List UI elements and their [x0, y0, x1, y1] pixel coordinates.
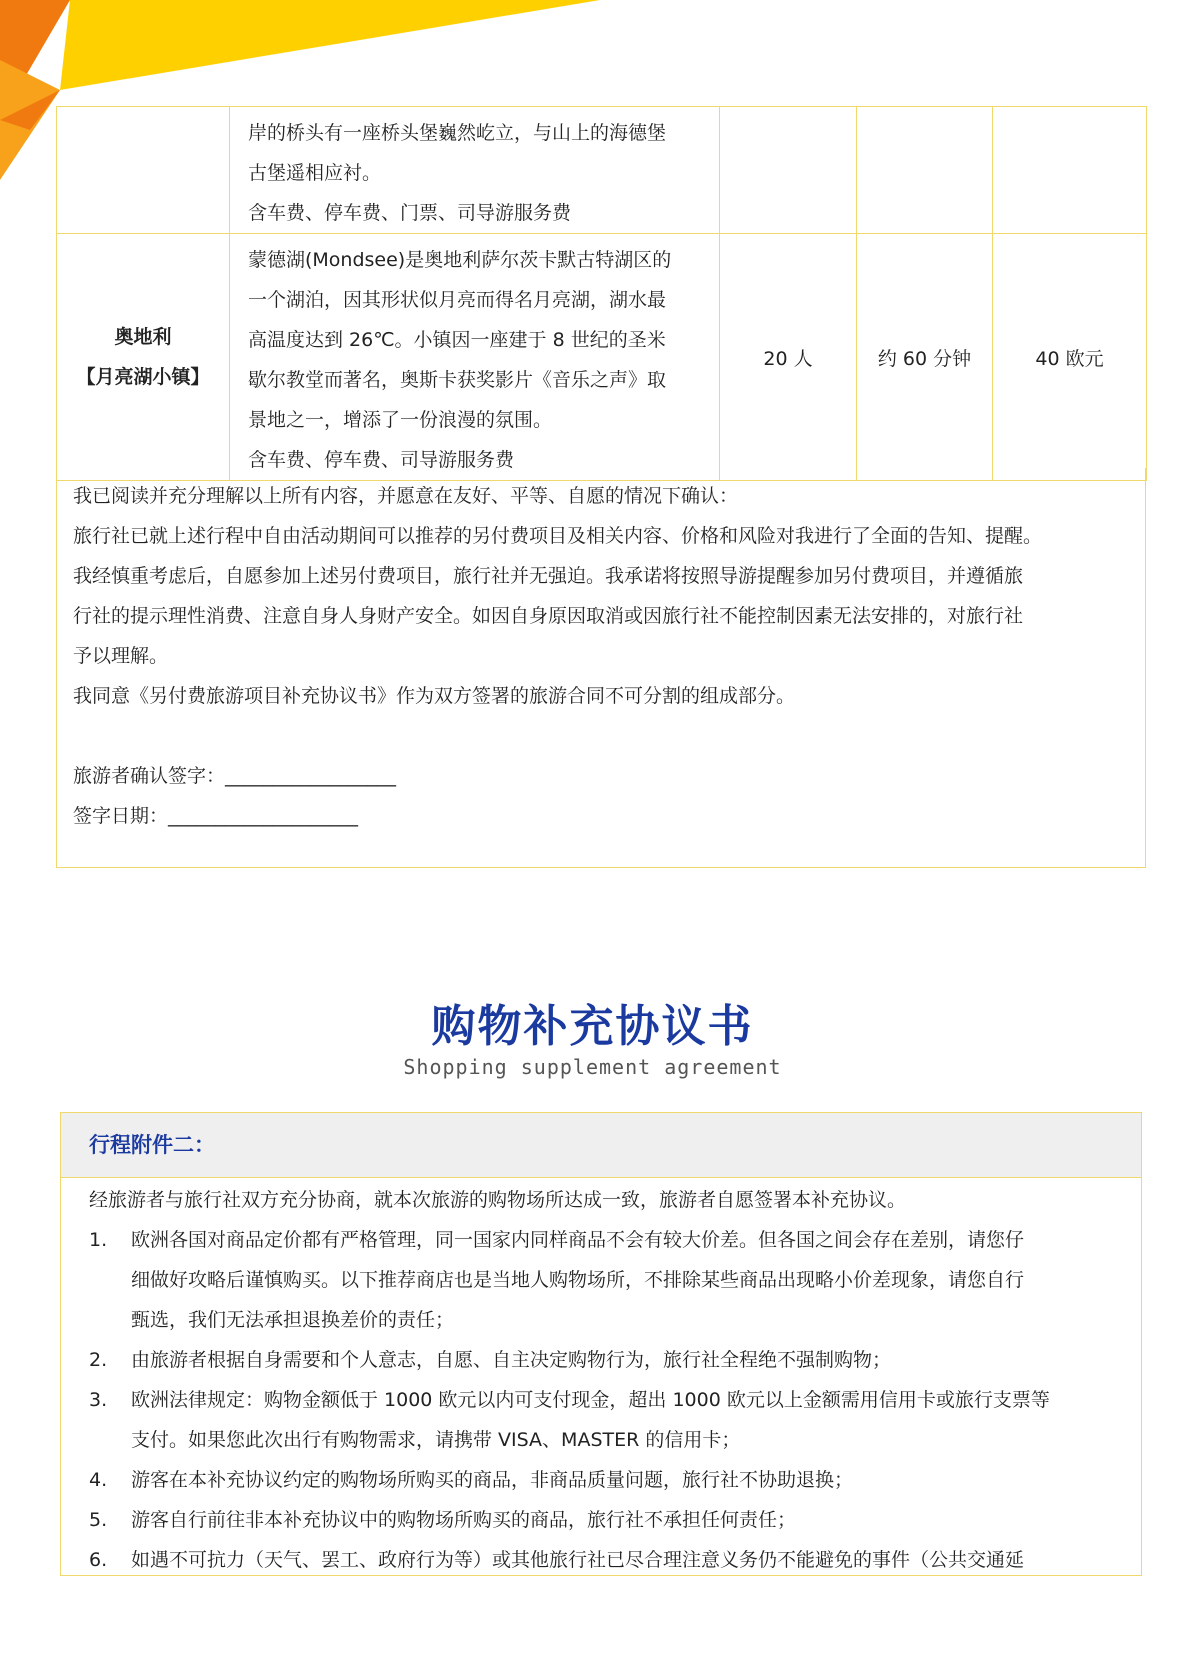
list-item [89, 1380, 1123, 1460]
item-line: 如遇不可抗力（天气、罢工、政府行为等）或其他旅行社已尽合理注意义务仍不能避免的事件（公共交通延 [131, 1549, 1025, 1571]
price-cell [993, 107, 1147, 234]
item-line: 游客在本补充协议约定的购物场所购买的商品，非商品质量问题，旅行社不协助退换； [131, 1469, 854, 1491]
description-cell [230, 234, 720, 481]
duration-cell: 约 60 分钟 [857, 234, 993, 481]
item-line: 细做好攻略后谨慎购买。以下推荐商店也是当地人购物场所，不排除某些商品出现略小价差现象，请您自行 [131, 1269, 1025, 1291]
town-label: 【月亮湖小镇】 [76, 366, 210, 388]
description-line: 歇尔教堂而著名，奥斯卡获奖影片《音乐之声》取 [248, 369, 667, 391]
description-line: 景地之一，增添了一份浪漫的氛围。 [248, 409, 553, 431]
item-number: 6. [89, 1549, 108, 1571]
item-number: 1. [89, 1229, 108, 1251]
terms-list [89, 1220, 1123, 1576]
country-label: 奥地利 [114, 326, 172, 348]
people-cell: 20 人 [720, 234, 857, 481]
description-line: 高温度达到 26℃。小镇因一座建于 8 世纪的圣米 [248, 329, 666, 351]
item-number: 3. [89, 1389, 108, 1411]
intro-text: 经旅游者与旅行社双方充分协商，就本次旅游的购物场所达成一致，旅游者自愿签署本补充协议。 [89, 1189, 907, 1211]
description-line: 岸的桥头有一座桥头堡巍然屹立，与山上的海德堡 [248, 122, 667, 144]
page-title: 购物补充协议书 [431, 1001, 754, 1052]
list-item [89, 1540, 1123, 1576]
item-line: 由旅游者根据自身需要和个人意志，自愿、自主决定购物行为，旅行社全程绝不强制购物； [131, 1349, 892, 1371]
list-item [89, 1220, 1123, 1340]
signature-field[interactable]: 旅游者确认签字：__________________ [73, 765, 397, 787]
list-item [89, 1500, 1123, 1540]
page-subtitle: Shopping supplement agreement [403, 1055, 782, 1079]
people-cell [720, 107, 857, 234]
description-line: 蒙德湖(Mondsee)是奥地利萨尔茨卡默古特湖区的 [248, 249, 672, 271]
item-line: 欧洲法律规定：购物金额低于 1000 欧元以内可支付现金，超出 1000 欧元以上金额需用信用卡或旅行支票等 [131, 1389, 1050, 1411]
confirmation-section [56, 468, 1146, 868]
item-number: 2. [89, 1349, 108, 1371]
description-line: 含车费、停车费、门票、司导游服务费 [248, 202, 572, 224]
duration-cell [857, 107, 993, 234]
description-cell [230, 107, 720, 234]
description-line: 一个湖泊，因其形状似月亮而得名月亮湖，湖水最 [248, 289, 667, 311]
item-line: 欧洲各国对商品定价都有严格管理，同一国家内同样商品不会有较大价差。但各国之间会存在差别，请您仔 [131, 1229, 1025, 1251]
item-line: 甄选，我们无法承担退换差价的责任； [131, 1309, 455, 1331]
table-row [57, 234, 1147, 481]
location-cell [57, 107, 230, 234]
confirmation-line: 予以理解。 [73, 645, 169, 667]
confirmation-line: 我经慎重考虑后，自愿参加上述另付费项目，旅行社并无强迫。我承诺将按照导游提醒参加另付费项目，并遵循旅 [73, 565, 1024, 587]
item-line: 支付。如果您此次出行有购物需求，请携带 VISA、MASTER 的信用卡； [131, 1429, 741, 1451]
description-line: 含车费、停车费、司导游服务费 [248, 449, 515, 471]
list-item [89, 1460, 1123, 1500]
attachment-heading: 行程附件二： [61, 1113, 1141, 1178]
attachment-section [60, 1112, 1142, 1576]
itinerary-table [56, 106, 1147, 481]
table-row [57, 107, 1147, 234]
item-number: 4. [89, 1469, 108, 1491]
confirmation-line: 旅行社已就上述行程中自由活动期间可以推荐的另付费项目及相关内容、价格和风险对我进行了全面的告知、提醒。 [73, 525, 1043, 547]
location-cell [57, 234, 230, 481]
item-line: 游客自行前往非本补充协议中的购物场所购买的商品，旅行社不承担任何责任； [131, 1509, 797, 1531]
description-line: 古堡遥相应衬。 [248, 162, 382, 184]
confirmation-line: 我已阅读并充分理解以上所有内容，并愿意在友好、平等、自愿的情况下确认： [73, 485, 739, 507]
confirmation-line: 行社的提示理性消费、注意自身人身财产安全。如因自身原因取消或因旅行社不能控制因素无法安排的，对旅行社 [73, 605, 1024, 627]
item-number: 5. [89, 1509, 108, 1531]
signature-date-field[interactable]: 签字日期：____________________ [73, 805, 359, 827]
attachment-body [61, 1178, 1141, 1576]
confirmation-line: 我同意《另付费旅游项目补充协议书》作为双方签署的旅游合同不可分割的组成部分。 [73, 685, 796, 707]
list-item [89, 1340, 1123, 1380]
price-cell: 40 欧元 [993, 234, 1147, 481]
